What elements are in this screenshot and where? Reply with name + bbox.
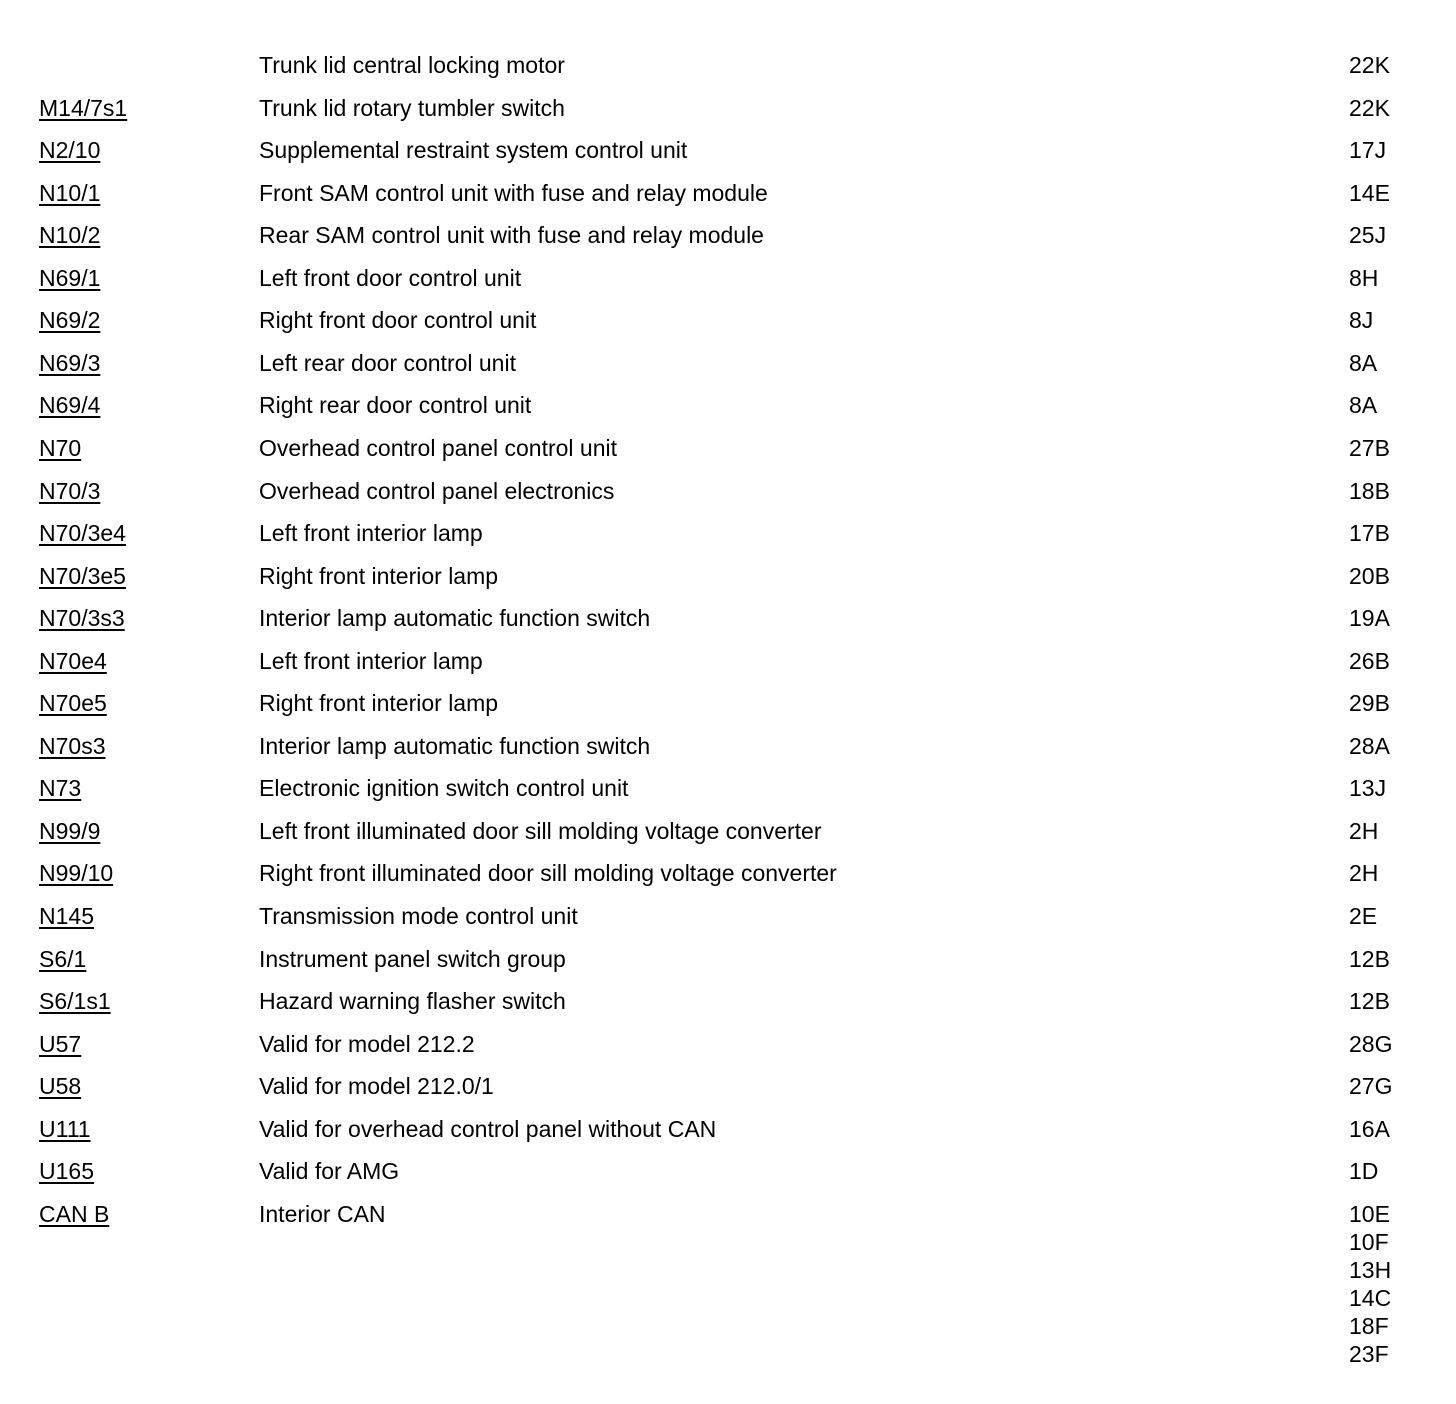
grid-location: 25J — [1349, 222, 1387, 249]
component-description: Valid for model 212.0/1 — [259, 1073, 494, 1100]
component-description: Electronic ignition switch control unit — [259, 775, 629, 802]
grid-location: 2H — [1349, 860, 1379, 887]
table-row — [0, 688, 1456, 718]
component-description: Left front interior lamp — [259, 647, 483, 674]
component-description: Supplemental restraint system control unit — [259, 137, 688, 164]
component-code-link[interactable]: U58 — [39, 1073, 82, 1100]
can-b-extra-location: 10F — [1349, 1228, 1389, 1255]
grid-location: 28A — [1349, 732, 1390, 759]
component-code-link[interactable]: N70e4 — [39, 647, 107, 674]
component-code-link[interactable]: N70e5 — [39, 690, 107, 717]
component-code-link[interactable]: N69/2 — [39, 307, 101, 334]
table-row — [0, 944, 1456, 974]
table-row — [0, 518, 1456, 548]
grid-location: 27G — [1349, 1073, 1393, 1100]
table-row — [0, 646, 1456, 676]
component-description: Right rear door control unit — [259, 392, 532, 419]
table-row — [0, 603, 1456, 633]
table-row — [0, 50, 1456, 80]
table-row — [0, 1029, 1456, 1059]
grid-location: 27B — [1349, 434, 1390, 461]
table-row — [0, 1199, 1456, 1229]
table-row — [0, 93, 1456, 123]
component-code-link[interactable]: N10/1 — [39, 179, 101, 206]
table-row — [0, 220, 1456, 250]
component-description: Right front interior lamp — [259, 690, 499, 717]
table-row — [0, 135, 1456, 165]
grid-location: 18B — [1349, 477, 1390, 504]
component-code-link[interactable]: N70s3 — [39, 732, 106, 759]
table-row — [0, 816, 1456, 846]
component-description: Transmission mode control unit — [259, 903, 578, 929]
component-code-link[interactable]: N70/3s3 — [39, 605, 125, 632]
grid-location: 1D — [1349, 1158, 1379, 1185]
component-code-link[interactable]: M14/7s1 — [39, 94, 128, 121]
component-description: Left front illuminated door sill molding voltage converter — [259, 817, 822, 844]
can-b-extra-location: 18F — [1349, 1312, 1389, 1339]
component-code-link[interactable]: U111 — [39, 1115, 91, 1142]
grid-location: 16A — [1349, 1115, 1390, 1142]
grid-location: 19A — [1349, 605, 1390, 632]
component-code-link[interactable]: CAN B — [39, 1200, 110, 1227]
component-description: Overhead control panel control unit — [259, 434, 617, 461]
component-code-link[interactable]: N145 — [39, 903, 94, 929]
component-description: Left rear door control unit — [259, 349, 516, 376]
table-row — [0, 433, 1456, 463]
can-b-extra-location: 23F — [1349, 1340, 1389, 1367]
grid-location: 8A — [1349, 349, 1378, 376]
component-description: Left front door control unit — [259, 264, 522, 291]
table-row — [0, 731, 1456, 761]
component-description: Front SAM control unit with fuse and relay module — [259, 179, 768, 206]
table-row — [0, 773, 1456, 803]
component-description: Instrument panel switch group — [259, 945, 566, 972]
component-description: Rear SAM control unit with fuse and relay module — [259, 222, 764, 249]
grid-location: 2H — [1349, 817, 1379, 844]
component-code-link[interactable]: N69/3 — [39, 349, 101, 376]
table-row — [0, 901, 1456, 931]
table-row — [0, 305, 1456, 335]
table-row — [0, 1071, 1456, 1101]
component-description: Left front interior lamp — [259, 520, 483, 546]
component-description: Interior lamp automatic function switch — [259, 605, 651, 632]
table-row — [0, 1156, 1456, 1186]
component-code-link[interactable]: N99/10 — [39, 860, 114, 887]
component-description: Right front door control unit — [259, 307, 537, 334]
grid-location: 20B — [1349, 562, 1390, 589]
component-code-link[interactable]: N70/3e4 — [39, 520, 126, 546]
component-code-link[interactable]: S6/1 — [39, 945, 87, 972]
component-code-link[interactable]: N69/1 — [39, 264, 101, 291]
grid-location: 12B — [1349, 945, 1390, 972]
table-row — [0, 858, 1456, 888]
table-row — [0, 561, 1456, 591]
table-row — [0, 178, 1456, 208]
component-description: Right front interior lamp — [259, 562, 499, 589]
grid-location: 8J — [1349, 307, 1374, 334]
grid-location: 14E — [1349, 179, 1390, 206]
component-code-link[interactable]: N69/4 — [39, 392, 101, 419]
component-code-link[interactable]: S6/1s1 — [39, 988, 111, 1015]
grid-location: 28G — [1349, 1030, 1393, 1057]
component-code-link[interactable]: N70/3e5 — [39, 562, 126, 589]
grid-location: 17J — [1349, 137, 1387, 164]
table-row — [0, 390, 1456, 420]
component-code-link[interactable]: N70/3 — [39, 477, 101, 504]
component-description: Valid for model 212.2 — [259, 1030, 475, 1057]
table-row — [0, 476, 1456, 506]
component-description: Overhead control panel electronics — [259, 477, 615, 504]
component-description: Trunk lid rotary tumbler switch — [259, 94, 565, 121]
grid-location: 17B — [1349, 520, 1390, 546]
component-code-link[interactable]: N10/2 — [39, 222, 101, 249]
grid-location: 29B — [1349, 690, 1390, 717]
component-description: Valid for AMG — [259, 1158, 400, 1185]
component-code-link[interactable]: N70 — [39, 434, 82, 461]
grid-location: 8H — [1349, 264, 1379, 291]
table-row — [0, 348, 1456, 378]
component-description: Trunk lid central locking motor — [259, 52, 565, 78]
grid-location: 22K — [1349, 94, 1390, 121]
component-description: Right front illuminated door sill molding voltage converter — [259, 860, 837, 887]
can-b-extra-location: 13H — [1349, 1256, 1392, 1283]
grid-location: 13J — [1349, 775, 1387, 802]
component-description: Valid for overhead control panel without CAN — [259, 1115, 717, 1142]
table-row — [0, 986, 1456, 1016]
can-b-extra-location: 14C — [1349, 1284, 1392, 1311]
grid-location: 22K — [1349, 52, 1390, 78]
grid-location: 10E — [1349, 1200, 1390, 1227]
component-code-link[interactable]: U165 — [39, 1158, 94, 1185]
component-code-link[interactable]: N99/9 — [39, 817, 101, 844]
component-code-link[interactable]: N2/10 — [39, 137, 101, 164]
component-code-link[interactable]: U57 — [39, 1030, 82, 1057]
grid-location: 2E — [1349, 903, 1378, 929]
component-code-link[interactable]: N73 — [39, 775, 82, 802]
grid-location: 8A — [1349, 392, 1378, 419]
component-description: Interior CAN — [259, 1200, 386, 1227]
component-description: Hazard warning flasher switch — [259, 988, 566, 1015]
component-description: Interior lamp automatic function switch — [259, 732, 651, 759]
table-row — [0, 1114, 1456, 1144]
table-row — [0, 263, 1456, 293]
grid-location: 12B — [1349, 988, 1390, 1015]
grid-location: 26B — [1349, 647, 1390, 674]
